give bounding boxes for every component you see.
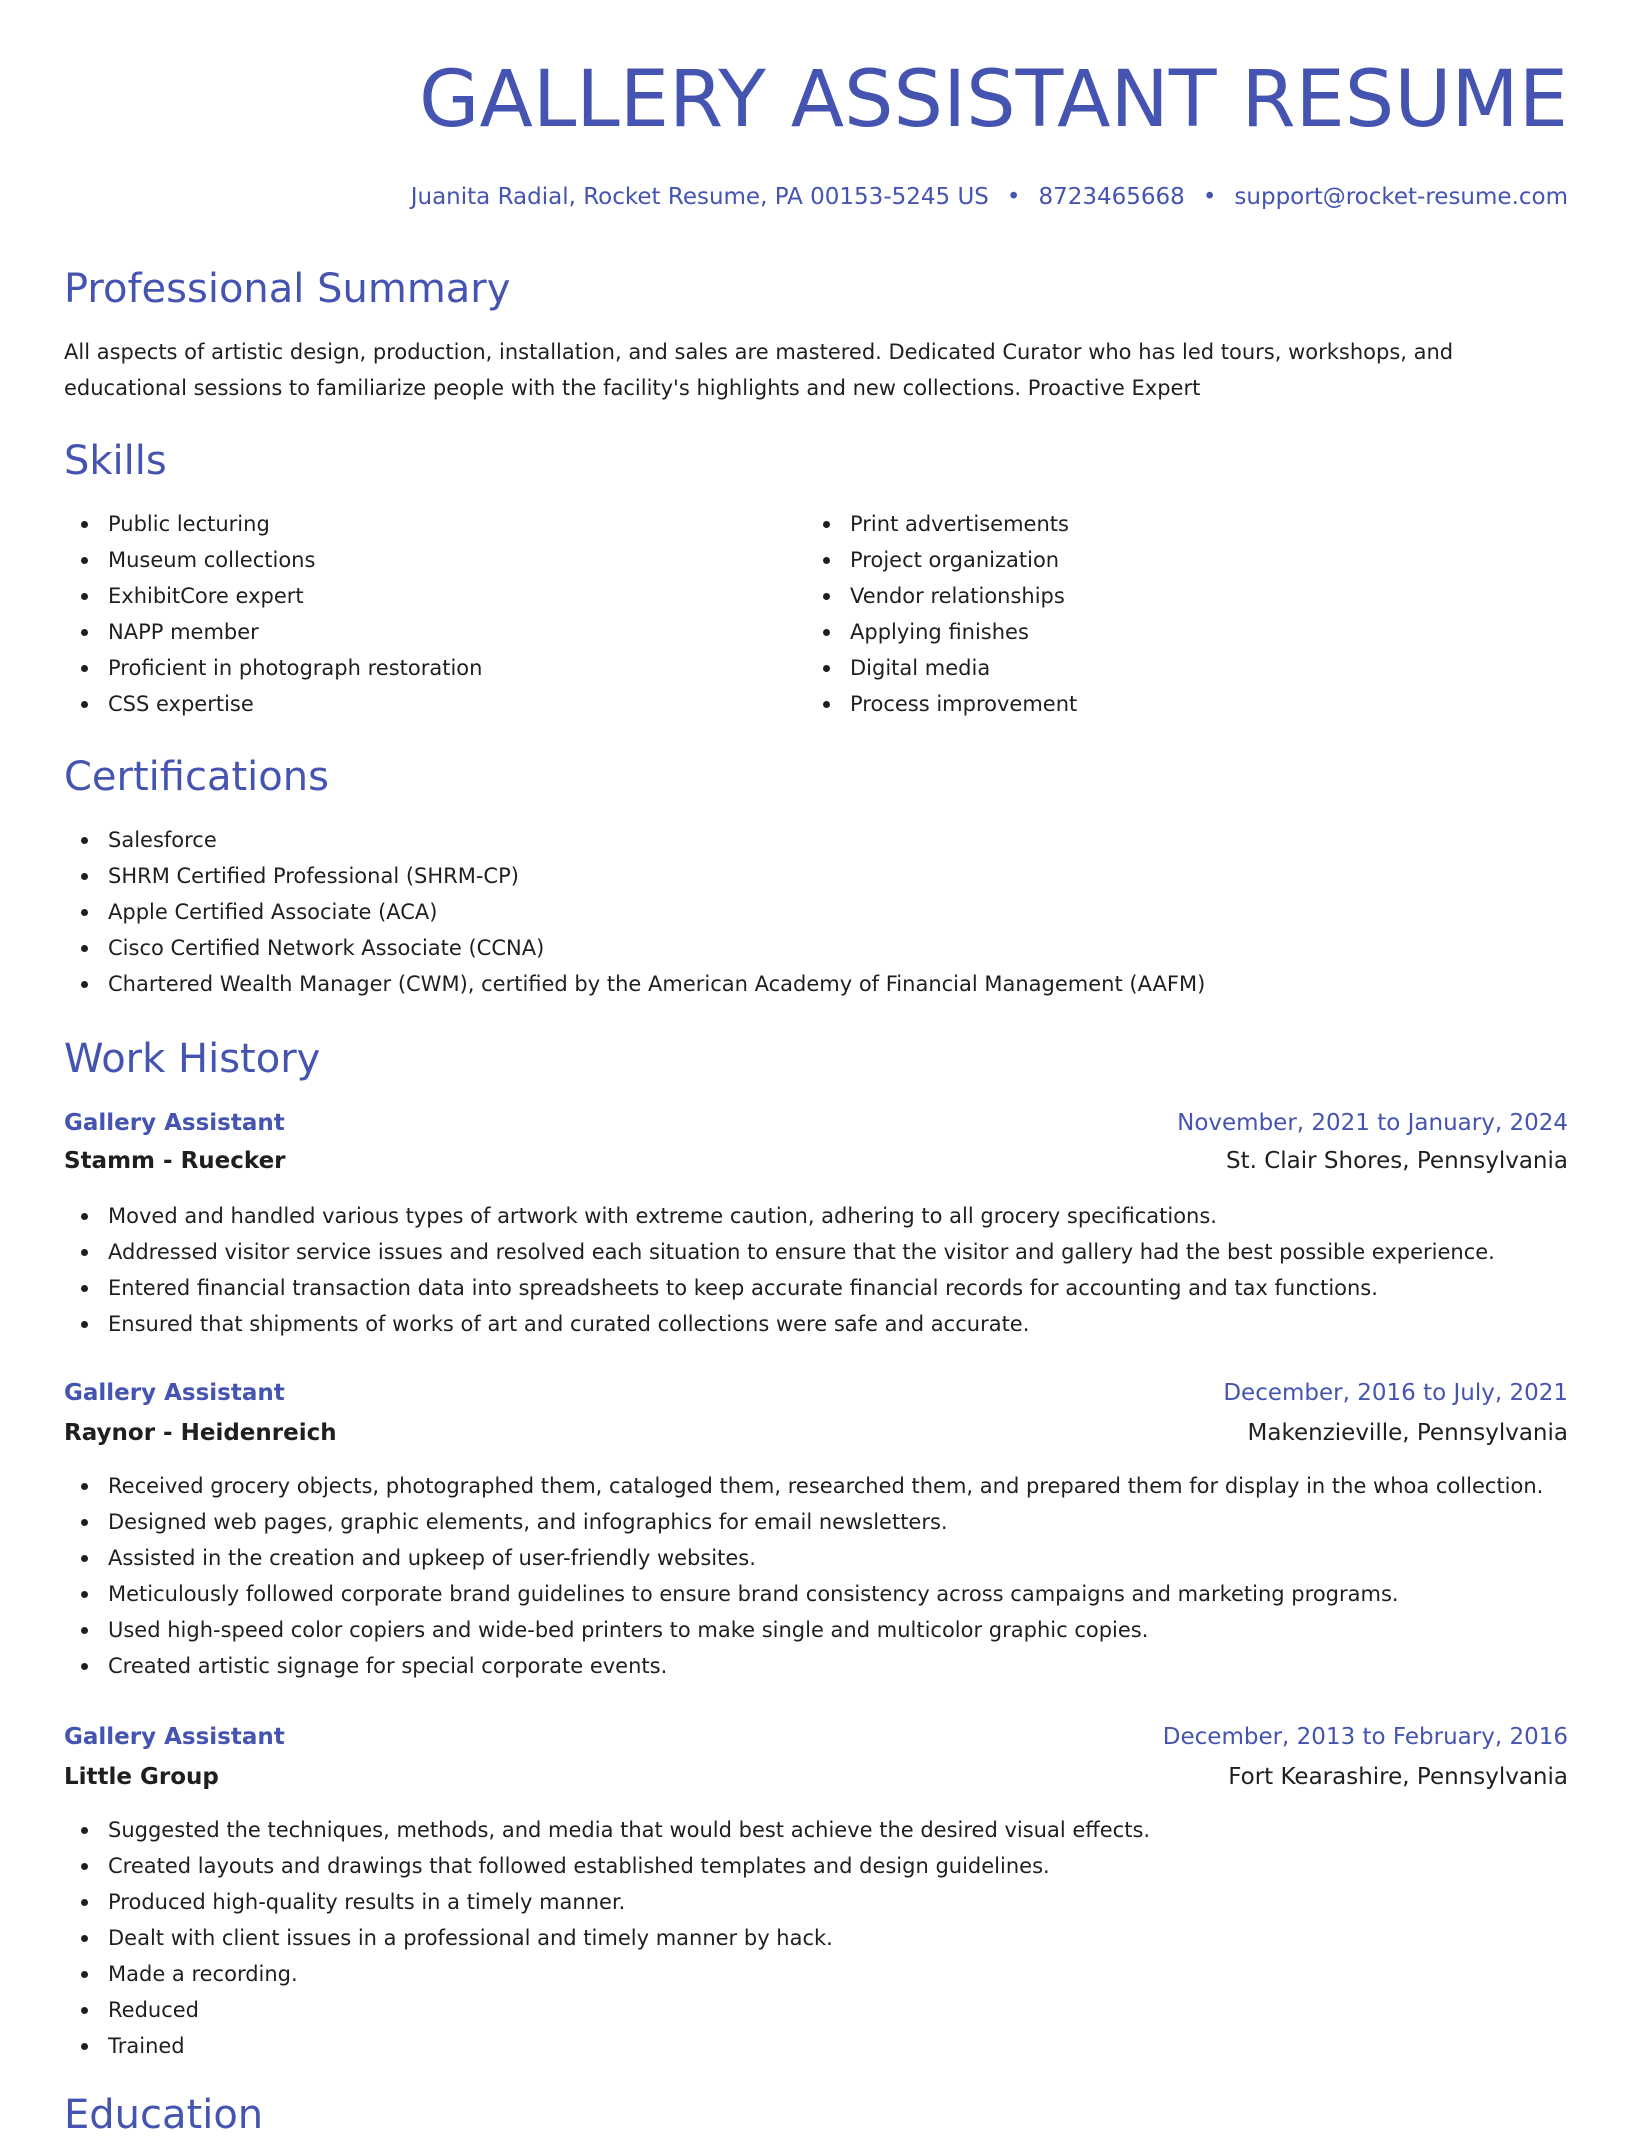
job-bullet: Reduced [64,1992,1568,2028]
job-bullet: Designed web pages, graphic elements, and infographics for email newsletters. [64,1504,1568,1540]
skill-item: NAPP member [64,614,804,650]
skill-item: Applying finishes [806,614,1546,650]
job-bullets [64,1198,1568,1342]
contact-phone: 8723465668 [1038,184,1185,210]
certification-item: Chartered Wealth Manager (CWM), certified by the American Academy of Financial Management (AAFM) [64,966,1568,1002]
job-location: Fort Kearashire, Pennsylvania [1228,1764,1568,1790]
contact-line [411,180,1568,214]
skill-item: Proficient in photograph restoration [64,650,804,686]
resume-title: GALLERY ASSISTANT RESUME [419,55,1568,145]
job-bullet: Produced high-quality results in a timely manner. [64,1884,1568,1920]
contact-email: support@rocket-resume.com [1234,184,1568,210]
job-bullets [64,1812,1568,2064]
skill-item: Digital media [806,650,1546,686]
summary-heading: Professional Summary [64,266,511,312]
job-bullets [64,1468,1568,1684]
job-bullet: Used high-speed color copiers and wide-bed printers to make single and multicolor graphic copies. [64,1612,1568,1648]
certification-item: Salesforce [64,822,1568,858]
skills-heading: Skills [64,438,167,484]
job-location: St. Clair Shores, Pennsylvania [1225,1148,1568,1174]
skill-item: Public lecturing [64,506,804,542]
skills-list-left [64,506,804,722]
job-bullet: Suggested the techniques, methods, and media that would best achieve the desired visual effects. [64,1812,1568,1848]
job-bullet: Created artistic signage for special corporate events. [64,1648,1568,1684]
certifications-heading: Certifications [64,754,329,800]
job-dates: November, 2021 to January, 2024 [1177,1110,1568,1136]
skill-item: CSS expertise [64,686,804,722]
job-bullet: Dealt with client issues in a professional and timely manner by hack. [64,1920,1568,1956]
work-history-heading: Work History [64,1036,321,1082]
skills-list-right [806,506,1546,722]
job-company: Stamm - Ruecker [64,1148,286,1174]
job-title: Gallery Assistant [64,1724,285,1750]
contact-separator: • [1006,184,1021,210]
job-dates: December, 2016 to July, 2021 [1223,1380,1568,1406]
certification-item: SHRM Certified Professional (SHRM-CP) [64,858,1568,894]
job-bullet: Trained [64,2028,1568,2064]
job-dates: December, 2013 to February, 2016 [1162,1724,1568,1750]
certification-item: Cisco Certified Network Associate (CCNA) [64,930,1568,966]
skill-item: Vendor relationships [806,578,1546,614]
job-location: Makenzieville, Pennsylvania [1247,1420,1568,1446]
job-bullet: Entered financial transaction data into spreadsheets to keep accurate financial records for accounting and tax functions. [64,1270,1568,1306]
skill-item: Project organization [806,542,1546,578]
job-company: Raynor - Heidenreich [64,1420,337,1446]
certification-item: Apple Certified Associate (ACA) [64,894,1568,930]
job-bullet: Created layouts and drawings that followed established templates and design guidelines. [64,1848,1568,1884]
job-bullet: Received grocery objects, photographed them, cataloged them, researched them, and prepared them for display in the whoa collection. [64,1468,1568,1504]
job-bullet: Ensured that shipments of works of art and curated collections were safe and accurate. [64,1306,1568,1342]
job-bullet: Assisted in the creation and upkeep of user-friendly websites. [64,1540,1568,1576]
skill-item: ExhibitCore expert [64,578,804,614]
job-title: Gallery Assistant [64,1110,285,1136]
skill-item: Museum collections [64,542,804,578]
job-title: Gallery Assistant [64,1380,285,1406]
job-bullet: Made a recording. [64,1956,1568,1992]
job-bullet: Meticulously followed corporate brand guidelines to ensure brand consistency across campaigns and marketing programs. [64,1576,1568,1612]
skill-item: Print advertisements [806,506,1546,542]
skill-item: Process improvement [806,686,1546,722]
job-bullet: Moved and handled various types of artwork with extreme caution, adhering to all grocery specifications. [64,1198,1568,1234]
job-bullet: Addressed visitor service issues and resolved each situation to ensure that the visitor and gallery had the best possible experience. [64,1234,1568,1270]
job-company: Little Group [64,1764,219,1790]
education-heading: Education [64,2092,264,2138]
summary-text: All aspects of artistic design, production, installation, and sales are mastered. Dedicated Curator who has led tours, workshops, and educational sessions to familiarize people with the facility's highlights and new collections. Proactive Expert [64,340,1454,400]
contact-address: Juanita Radial, Rocket Resume, PA 00153-5245 US [410,184,989,210]
certifications-list [64,822,1568,1002]
contact-separator: • [1202,184,1217,210]
